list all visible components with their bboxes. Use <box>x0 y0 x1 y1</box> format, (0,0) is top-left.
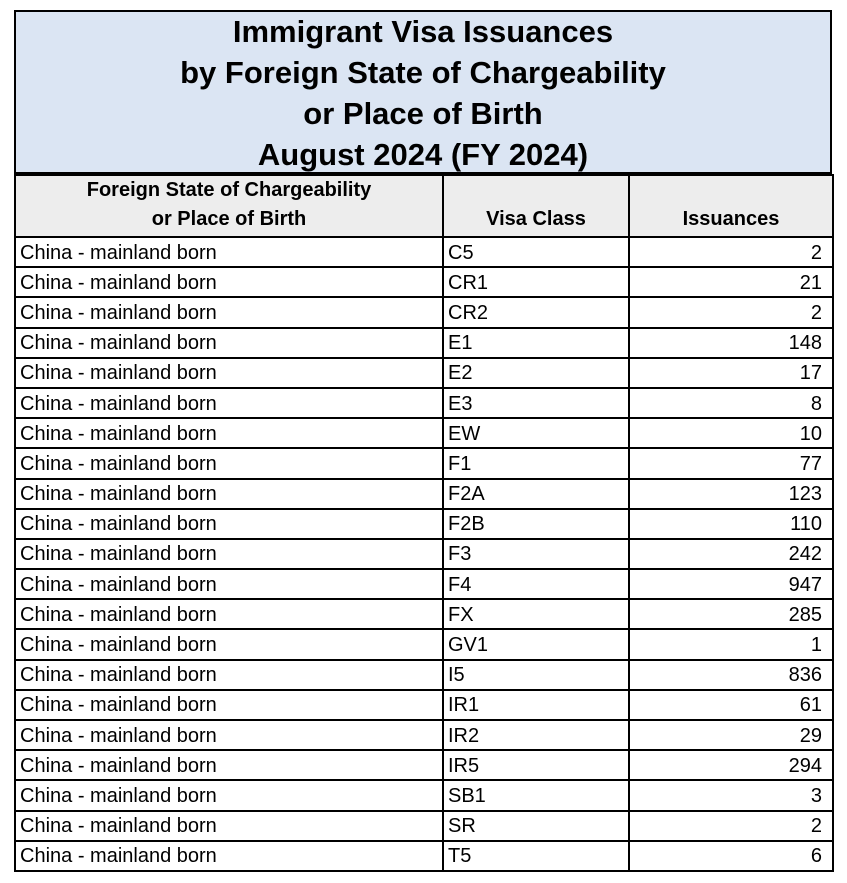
cell-visa-class: CR2 <box>443 297 629 327</box>
title-line-1: Immigrant Visa Issuances <box>232 14 614 49</box>
report-title <box>14 10 832 174</box>
cell-issuances: 17 <box>629 358 833 388</box>
title-line-3: or Place of Birth <box>303 96 543 131</box>
cell-visa-class: E3 <box>443 388 629 418</box>
table-row <box>15 569 833 599</box>
table-row <box>15 237 833 267</box>
cell-visa-class: F3 <box>443 539 629 569</box>
cell-state: China - mainland born <box>15 629 443 659</box>
table-row <box>15 267 833 297</box>
cell-visa-class: I5 <box>443 660 629 690</box>
cell-visa-class: GV1 <box>443 629 629 659</box>
cell-state: China - mainland born <box>15 750 443 780</box>
table-row <box>15 599 833 629</box>
issuances-table <box>14 174 834 872</box>
cell-visa-class: SB1 <box>443 780 629 810</box>
cell-visa-class: C5 <box>443 237 629 267</box>
column-header-issuances: Issuances <box>629 175 833 237</box>
table-body <box>15 237 833 871</box>
cell-issuances: 77 <box>629 448 833 478</box>
table-row <box>15 780 833 810</box>
report-sheet <box>14 10 832 872</box>
cell-issuances: 6 <box>629 841 833 871</box>
cell-state: China - mainland born <box>15 267 443 297</box>
cell-state: China - mainland born <box>15 237 443 267</box>
cell-state: China - mainland born <box>15 448 443 478</box>
cell-visa-class: E1 <box>443 328 629 358</box>
cell-state: China - mainland born <box>15 841 443 871</box>
cell-issuances: 2 <box>629 297 833 327</box>
cell-state: China - mainland born <box>15 297 443 327</box>
table-row <box>15 479 833 509</box>
cell-issuances: 294 <box>629 750 833 780</box>
table-row <box>15 509 833 539</box>
cell-issuances: 148 <box>629 328 833 358</box>
cell-issuances: 61 <box>629 690 833 720</box>
column-header-visa-class: Visa Class <box>443 175 629 237</box>
column-header-state-line1: Foreign State of Chargeability <box>86 179 372 201</box>
cell-visa-class: F2B <box>443 509 629 539</box>
title-line-2: by Foreign State of Chargeability <box>180 55 666 90</box>
cell-issuances: 242 <box>629 539 833 569</box>
cell-state: China - mainland born <box>15 569 443 599</box>
column-header-state <box>15 175 443 237</box>
table-row <box>15 358 833 388</box>
table-row <box>15 720 833 750</box>
cell-visa-class: SR <box>443 811 629 841</box>
table-row <box>15 750 833 780</box>
table-row <box>15 629 833 659</box>
cell-issuances: 836 <box>629 660 833 690</box>
cell-state: China - mainland born <box>15 780 443 810</box>
cell-state: China - mainland born <box>15 358 443 388</box>
cell-visa-class: IR2 <box>443 720 629 750</box>
cell-state: China - mainland born <box>15 539 443 569</box>
table-row <box>15 328 833 358</box>
table-row <box>15 539 833 569</box>
cell-issuances: 3 <box>629 780 833 810</box>
cell-visa-class: F2A <box>443 479 629 509</box>
cell-visa-class: F4 <box>443 569 629 599</box>
table-row <box>15 841 833 871</box>
cell-visa-class: IR5 <box>443 750 629 780</box>
cell-visa-class: T5 <box>443 841 629 871</box>
cell-issuances: 8 <box>629 388 833 418</box>
column-header-state-line2: or Place of Birth <box>151 208 307 230</box>
table-row <box>15 811 833 841</box>
cell-issuances: 123 <box>629 479 833 509</box>
title-line-4: August 2024 (FY 2024) <box>257 137 589 172</box>
cell-issuances: 1 <box>629 629 833 659</box>
cell-issuances: 110 <box>629 509 833 539</box>
cell-state: China - mainland born <box>15 479 443 509</box>
table-row <box>15 660 833 690</box>
cell-state: China - mainland born <box>15 690 443 720</box>
cell-visa-class: IR1 <box>443 690 629 720</box>
cell-visa-class: F1 <box>443 448 629 478</box>
cell-issuances: 10 <box>629 418 833 448</box>
cell-visa-class: E2 <box>443 358 629 388</box>
table-row <box>15 418 833 448</box>
cell-issuances: 2 <box>629 811 833 841</box>
table-row <box>15 690 833 720</box>
cell-state: China - mainland born <box>15 328 443 358</box>
cell-issuances: 285 <box>629 599 833 629</box>
cell-state: China - mainland born <box>15 509 443 539</box>
cell-state: China - mainland born <box>15 811 443 841</box>
cell-state: China - mainland born <box>15 720 443 750</box>
cell-state: China - mainland born <box>15 418 443 448</box>
table-row <box>15 448 833 478</box>
table-row <box>15 297 833 327</box>
table-header-row <box>15 175 833 237</box>
cell-state: China - mainland born <box>15 599 443 629</box>
cell-issuances: 29 <box>629 720 833 750</box>
cell-issuances: 21 <box>629 267 833 297</box>
cell-state: China - mainland born <box>15 388 443 418</box>
cell-visa-class: FX <box>443 599 629 629</box>
cell-visa-class: EW <box>443 418 629 448</box>
cell-issuances: 947 <box>629 569 833 599</box>
cell-state: China - mainland born <box>15 660 443 690</box>
cell-visa-class: CR1 <box>443 267 629 297</box>
table-row <box>15 388 833 418</box>
cell-issuances: 2 <box>629 237 833 267</box>
